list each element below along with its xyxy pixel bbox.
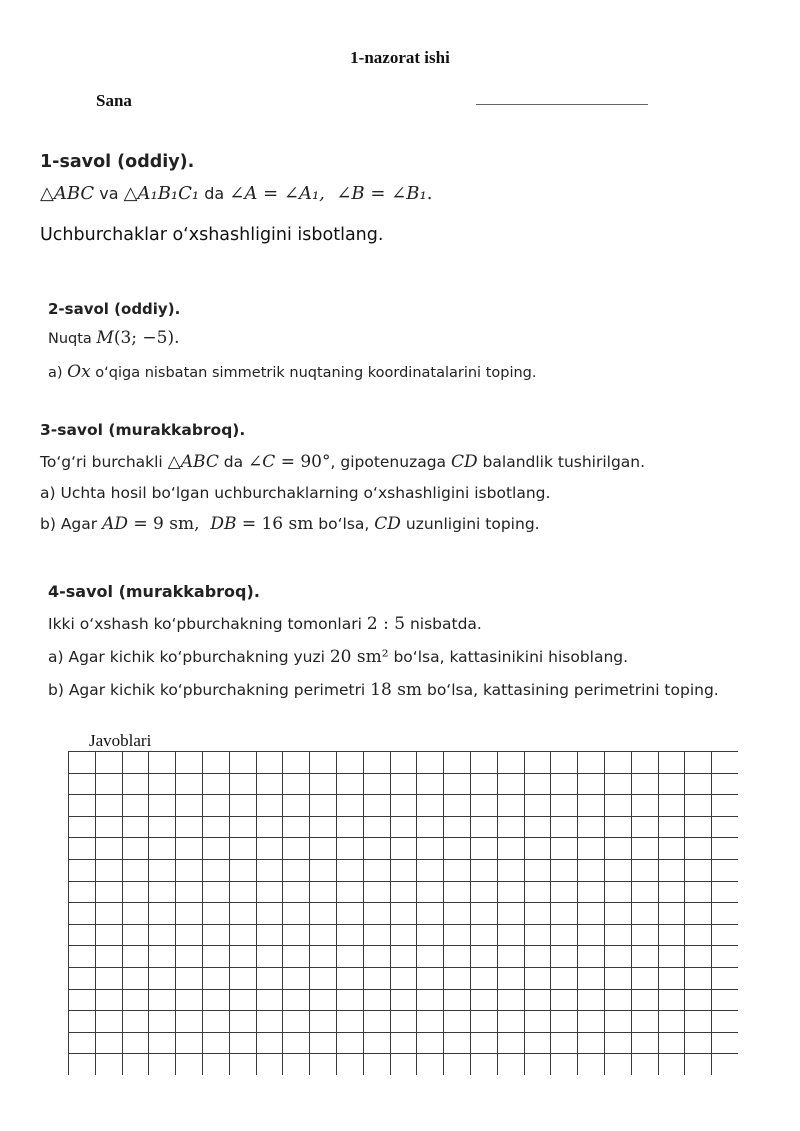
math-expr: 18 sm [370, 680, 423, 700]
math-expr: ∠C [248, 452, 276, 472]
date-entry-line [476, 104, 648, 105]
text-fragment: da [218, 453, 249, 471]
triangle-symbol: △ [40, 183, 54, 204]
math-expr: CD [374, 514, 401, 534]
math-expr: ABC [53, 183, 95, 204]
math-expr: = 9 sm, [127, 514, 211, 534]
question-4-task-b [48, 680, 719, 700]
question-4-task-a [48, 647, 628, 667]
text-fragment: bo‘lsa, kattasining perimetrini toping. [422, 681, 719, 699]
math-expr: M [96, 328, 114, 348]
text-fragment: a) Agar kichik ko‘pburchakning yuzi [48, 648, 330, 666]
question-2-title: 2-savol (oddiy). [48, 300, 181, 318]
math-expr: AD [102, 514, 128, 534]
text-fragment: b) Agar kichik ko‘pburchakning perimetri [48, 681, 371, 699]
text-fragment: a) [48, 365, 68, 381]
text-fragment: va [94, 184, 124, 203]
math-expr: (3; −5). [113, 328, 180, 348]
triangle-symbol: △ [167, 452, 181, 472]
date-label: Sana [96, 91, 132, 110]
text-fragment: , gipotenuzaga [330, 453, 451, 471]
triangle-symbol: △ [123, 183, 138, 204]
math-expr: A₁B₁C₁ [137, 183, 200, 204]
question-2-statement [48, 328, 180, 348]
math-expr: ∠A = ∠A₁, ∠B = ∠B₁ [229, 183, 427, 204]
question-3-title: 3-savol (murakkabroq). [40, 421, 246, 439]
math-expr: CD [450, 452, 478, 472]
text-fragment: Nuqta [48, 331, 97, 347]
question-3-task-a: a) Uchta hosil bo‘lgan uchburchaklarning o‘xshashligini isbotlang. [40, 484, 551, 502]
math-expr: Ox [67, 362, 91, 382]
question-1-task: Uchburchaklar o‘xshashligini isbotlang. [40, 225, 384, 245]
question-4-title: 4-savol (murakkabroq). [48, 582, 260, 601]
math-expr: = 90° [275, 452, 331, 472]
question-1-title: 1-savol (oddiy). [40, 152, 195, 172]
text-fragment: To‘g‘ri burchakli [40, 453, 168, 471]
page-title: 1-nazorat ishi [350, 48, 450, 67]
math-expr: 2 : 5 [366, 614, 406, 634]
math-expr: = 16 sm [236, 514, 314, 534]
text-fragment: o‘qiga nisbatan simmetrik nuqtaning koordinatalarini toping. [90, 365, 537, 381]
question-3-task-b [40, 514, 540, 534]
math-expr: DB [210, 514, 237, 534]
question-1-statement [40, 183, 432, 204]
answer-grid[interactable] [68, 751, 738, 1075]
text-fragment: balandlik tushirilgan. [477, 453, 646, 471]
question-3-statement [40, 452, 645, 472]
text-fragment: Ikki o‘xshash ko‘pburchakning tomonlari [48, 615, 367, 633]
question-4-statement [48, 614, 482, 634]
math-expr: 20 sm² [329, 647, 389, 667]
answers-label: Javoblari [89, 731, 152, 750]
text-fragment: nisbatda. [405, 615, 482, 633]
text-fragment: da [199, 184, 230, 203]
math-expr: ABC [180, 452, 219, 472]
math-expr: . [426, 183, 433, 204]
question-2-task [48, 362, 537, 382]
text-fragment: bo‘lsa, kattasinikini hisoblang. [388, 648, 629, 666]
text-fragment: uzunligini toping. [400, 515, 540, 533]
text-fragment: b) Agar [40, 515, 103, 533]
text-fragment: bo‘lsa, [313, 515, 375, 533]
